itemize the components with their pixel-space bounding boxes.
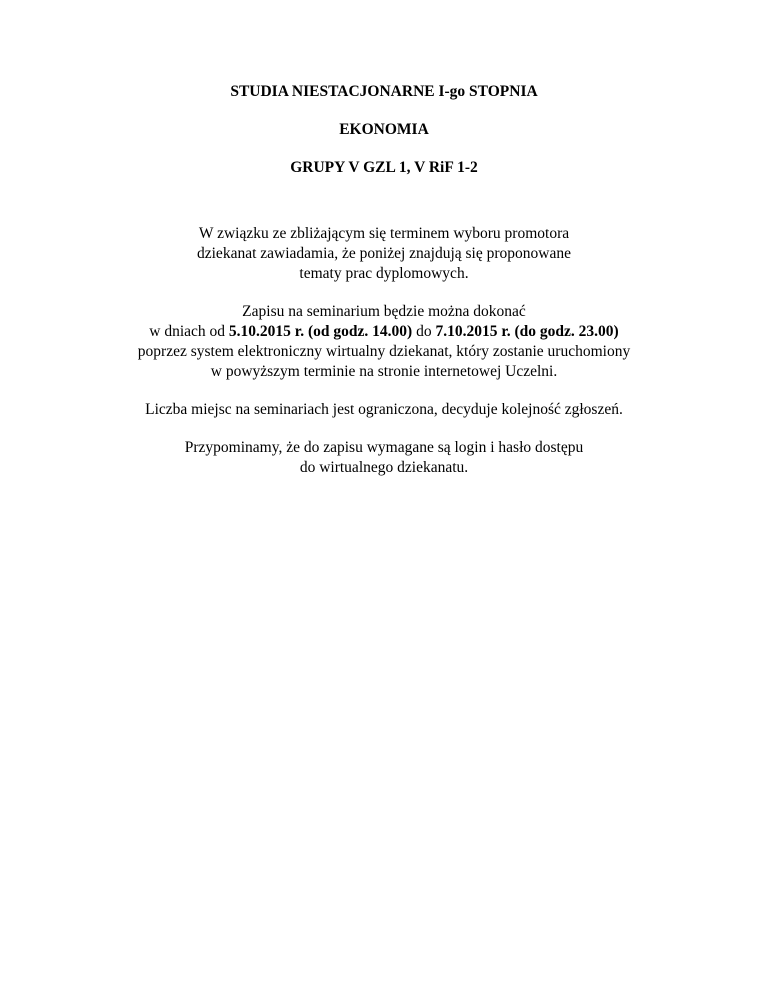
intro-paragraph bbox=[0, 224, 768, 284]
enrollment-dates-middle: do bbox=[412, 323, 436, 340]
reminder-line-2: do wirtualnego dziekanatu. bbox=[299, 459, 469, 476]
enrollment-line-1: Zapisu na seminarium będzie można dokonać bbox=[242, 303, 526, 320]
enrollment-paragraph bbox=[0, 302, 768, 382]
enrollment-line-2 bbox=[0, 322, 768, 342]
limit-notice-paragraph bbox=[0, 400, 768, 420]
reminder-line-1: Przypominamy, że do zapisu wymagane są login i hasło dostępu bbox=[184, 439, 584, 456]
field-of-study-heading: EKONOMIA bbox=[339, 121, 429, 138]
study-mode-heading: STUDIA NIESTACJONARNE I-go STOPNIA bbox=[230, 83, 538, 100]
intro-line-3: tematy prac dyplomowych. bbox=[299, 265, 469, 282]
intro-line-2: dziekanat zawiadamia, że poniżej znajdują się proponowane bbox=[197, 245, 571, 262]
document-header bbox=[0, 82, 768, 178]
reminder-paragraph bbox=[0, 438, 768, 478]
announcement-body bbox=[0, 224, 768, 478]
intro-line-1: W związku ze zbliżającym się terminem wyboru promotora bbox=[198, 225, 570, 242]
groups-heading: GRUPY V GZL 1, V RiF 1-2 bbox=[290, 159, 478, 176]
limit-notice-line: Liczba miejsc na seminariach jest ograniczona, decyduje kolejność zgłoszeń. bbox=[145, 401, 623, 418]
enrollment-line-3: poprzez system elektroniczny wirtualny dziekanat, który zostanie uruchomiony bbox=[137, 343, 631, 360]
enrollment-end-date: 7.10.2015 r. (do godz. 23.00) bbox=[435, 323, 619, 340]
enrollment-start-date: 5.10.2015 r. (od godz. 14.00) bbox=[228, 323, 413, 340]
enrollment-dates-prefix: w dniach od bbox=[149, 323, 229, 340]
enrollment-line-4: w powyższym terminie na stronie internetowej Uczelni. bbox=[210, 363, 558, 380]
